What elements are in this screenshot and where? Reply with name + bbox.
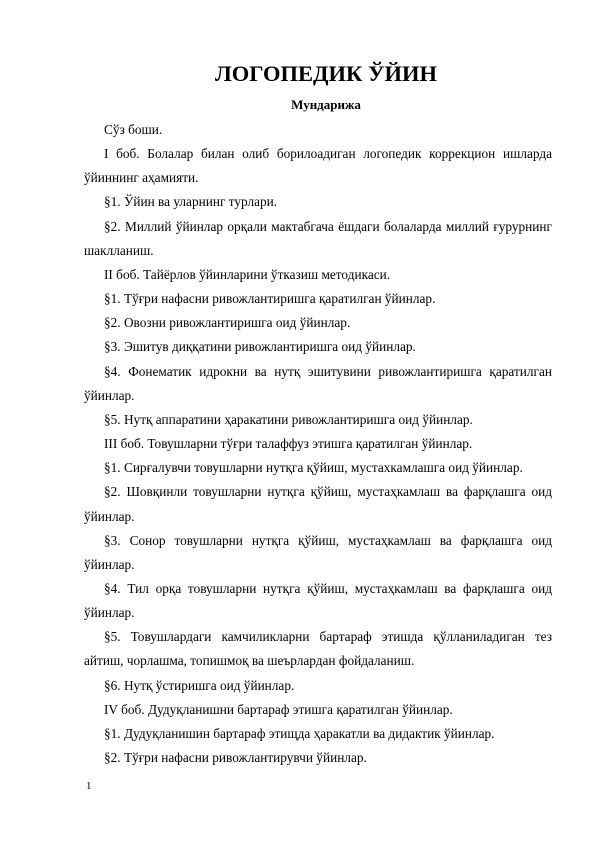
toc-entry: Сўз боши. bbox=[104, 122, 163, 137]
toc-entry: §2. Шовқинли товушларни нутқга қўйиш, мустаҳкамлаш ва фарқлашга оид ўйинлар. bbox=[84, 484, 552, 524]
toc-entry: I боб. Болалар билан олиб борилоадиган логопедик коррекцион ишларда ўйиннинг аҳамияти. bbox=[84, 146, 552, 186]
toc-entry: §4. Тил орқа товушларни нутқга қўйиш, мустаҳкамлаш ва фарқлашга оид ўйинлар. bbox=[84, 580, 552, 621]
toc-entry: II боб. Тайёрлов ўйинларини ўтказиш методикаси. bbox=[104, 266, 391, 282]
toc-entry: §3. Сонор товушларни нутқга қўйиш, мустаҳкамлаш ва фарқлашга оид ўйинлар. bbox=[84, 532, 552, 572]
document-title: ЛОГОПЕДИК ЎЙИН bbox=[215, 61, 437, 86]
toc-entry: §3. Эшитув диққатини ривожлантиришга оид ўйинлар. bbox=[104, 339, 416, 355]
toc-entry: §5. Товушлардаги камчиликларни бартараф этишда қўлланиладиган тез айтиш, чорлашма, топишмоқ ва шеърлардан фойдаланиш. bbox=[84, 629, 552, 669]
toc-entry: §1. Тўғри нафасни ривожлантиришга қаратилган ўйинлар. bbox=[104, 291, 436, 307]
toc-entry: §2. Миллий ўйинлар орқали мактабгача ёшдаги болаларда миллий ғурурнинг шаклланиш. bbox=[84, 218, 552, 258]
toc-entry: §1. Ўйин ва уларнинг турлари. bbox=[104, 194, 278, 210]
page-number: 1 bbox=[86, 780, 92, 792]
toc-entry: §4. Фонематик идрокни ва нутқ эшитувини ривожлантиришга қаратилган ўйинлар. bbox=[84, 363, 552, 403]
toc-entry: §2. Овозни ривожлантиришга оид ўйинлар. bbox=[104, 315, 351, 331]
toc-entry: §1. Дудуқланишин бартараф этищда ҳаракатли ва дидактик ўйинлар. bbox=[104, 725, 495, 741]
toc-entry: §6. Нутқ ўстиришга оид ўйинлар. bbox=[104, 677, 295, 693]
toc-entry: §2. Тўғри нафасни ривожлантирувчи ўйинлар. bbox=[104, 750, 367, 766]
table-of-contents bbox=[84, 118, 552, 770]
toc-entry: III боб. Товушларни тўғри талаффуз этишга қаратилган ўйинлар. bbox=[104, 436, 473, 452]
toc-entry: §5. Нутқ аппаратини ҳаракатини ривожлантиришга оид ўйинлар. bbox=[104, 411, 473, 427]
toc-entry: IV боб. Дудуқланишни бартараф этишга қаратилган ўйинлар. bbox=[104, 701, 453, 717]
toc-heading: Мундарижа bbox=[291, 97, 361, 112]
toc-entry: §1. Сирғалувчи товушларни нутқга қўйиш, мустахкамлашга оид ўйинлар. bbox=[104, 460, 523, 476]
